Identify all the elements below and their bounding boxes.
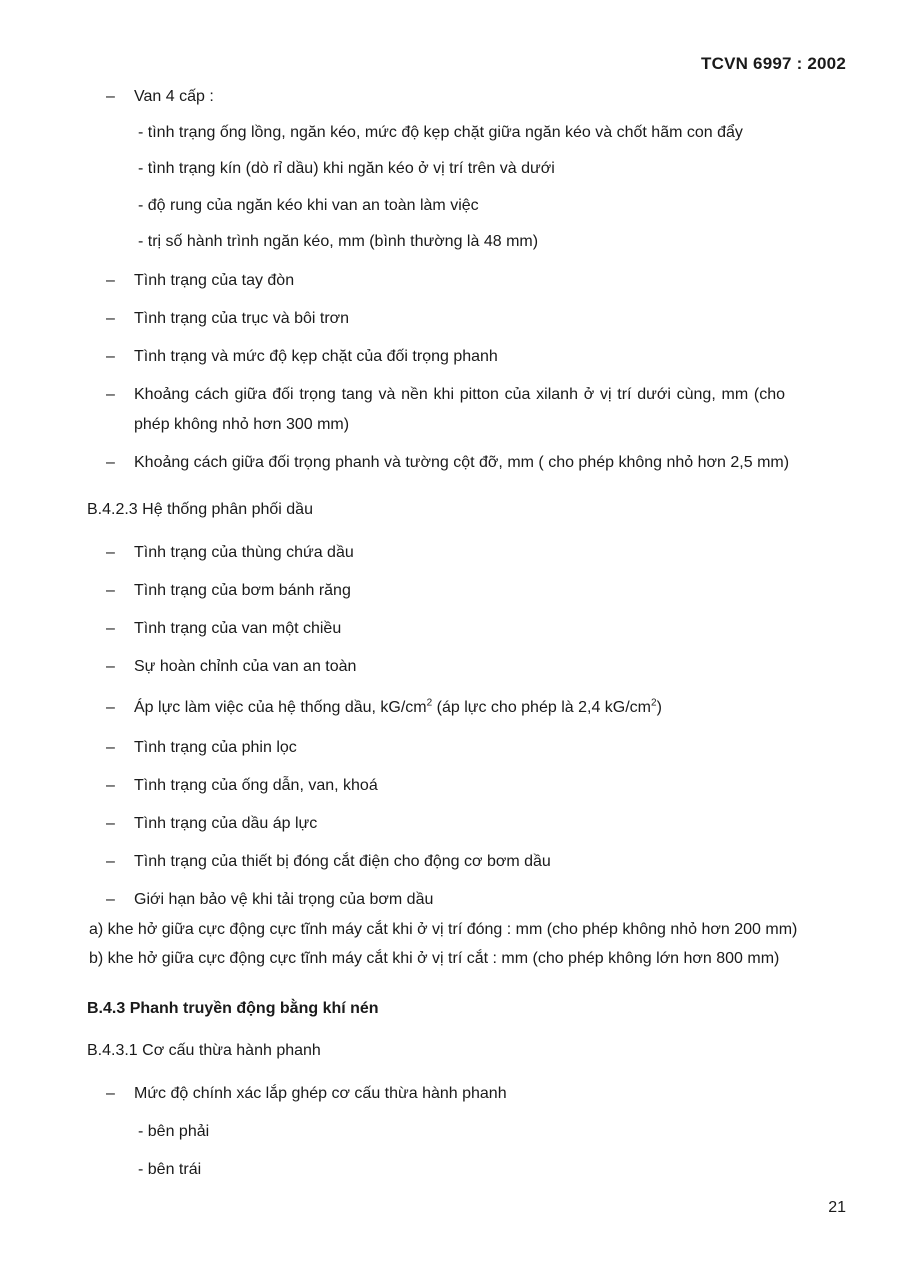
list-item: Tình trạng của van một chiều [134,620,342,637]
list-item: Tình trạng của tay đòn [134,272,295,289]
list-item: Khoảng cách giữa đối trọng tang và nền khi pitton của xilanh ở vị trí dưới cùng, mm (cho [134,386,786,403]
side-item: - bên trái [138,1161,202,1178]
bullet-dash: – [106,620,115,637]
bullet-dash: – [106,454,115,471]
van-subitem: - độ rung của ngăn kéo khi van an toàn làm việc [138,197,479,214]
van-section-title: Van 4 cấp : [134,88,214,105]
section-heading-bold: B.4.3 Phanh truyền động bằng khí nén [87,1000,379,1017]
list-item: Tình trạng và mức độ kẹp chặt của đối trọng phanh [134,348,498,365]
bullet-dash: – [106,272,115,289]
bullet-dash: – [106,1085,115,1102]
list-item: Sự hoàn chỉnh của van an toàn [134,658,357,675]
list-item: Tình trạng của thiết bị đóng cắt điện cho động cơ bơm dầu [134,853,551,870]
superscript: 2 [651,697,657,709]
list-item: Khoảng cách giữa đối trọng phanh và tường cột đỡ, mm ( cho phép không nhỏ hơn 2,5 mm) [134,454,790,471]
superscript: 2 [426,697,433,709]
subsection-heading: B.4.3.1 Cơ cấu thừa hành phanh [87,1042,321,1059]
bullet-dash: – [106,739,115,756]
list-item: Tình trạng của ống dẫn, van, khoá [134,777,378,794]
pressure-text: ) [656,699,662,716]
van-subitem: - tình trạng ống lồng, ngăn kéo, mức độ kẹp chặt giữa ngăn kéo và chốt hãm con đẩy [138,124,743,141]
bullet-dash: – [106,777,115,794]
bullet-dash: – [106,88,115,105]
bullet-dash: – [106,386,115,403]
list-item: Mức độ chính xác lắp ghép cơ cấu thừa hành phanh [134,1085,507,1102]
list-item: Tình trạng của thùng chứa dầu [134,544,354,561]
bullet-dash: – [106,544,115,561]
list-item-continuation: phép không nhỏ hơn 300 mm) [134,416,350,433]
document-code: TCVN 6997 : 2002 [701,54,846,73]
bullet-dash: – [106,348,115,365]
list-item: Tình trạng của trục và bôi trơn [134,310,350,327]
bullet-dash: – [106,815,115,832]
list-item: Tình trạng của phin lọc [134,739,297,756]
gap-item: b) khe hở giữa cực động cực tĩnh máy cắt khi ở vị trí cắt : mm (cho phép không lớn hơn 800 mm) [89,950,780,967]
bullet-dash: – [106,658,115,675]
list-item: Tình trạng của bơm bánh răng [134,582,351,599]
van-subitem: - trị số hành trình ngăn kéo, mm (bình thường là 48 mm) [138,233,539,250]
bullet-dash: – [106,891,115,908]
bullet-dash: – [106,853,115,870]
page-number: 21 [828,1199,846,1216]
list-item: Giới hạn bảo vệ khi tải trọng của bơm dầu [134,891,434,908]
gap-item: a) khe hở giữa cực động cực tĩnh máy cắt khi ở vị trí đóng : mm (cho phép không nhỏ hơn 200 mm) [89,921,798,938]
bullet-dash: – [106,699,115,716]
pressure-text: (áp lực cho phép là 2,4 kG/cm [432,699,651,716]
list-item: Tình trạng của dầu áp lực [134,815,318,832]
bullet-dash: – [106,582,115,599]
van-subitem: - tình trạng kín (dò rỉ dầu) khi ngăn kéo ở vị trí trên và dưới [138,160,555,177]
pressure-text: Áp lực làm việc của hệ thống dầu, kG/cm [134,699,427,716]
pressure-item [134,698,662,718]
bullet-dash: – [106,310,115,327]
section-heading: B.4.2.3 Hệ thống phân phối dầu [87,501,313,518]
side-item: - bên phải [138,1123,210,1140]
